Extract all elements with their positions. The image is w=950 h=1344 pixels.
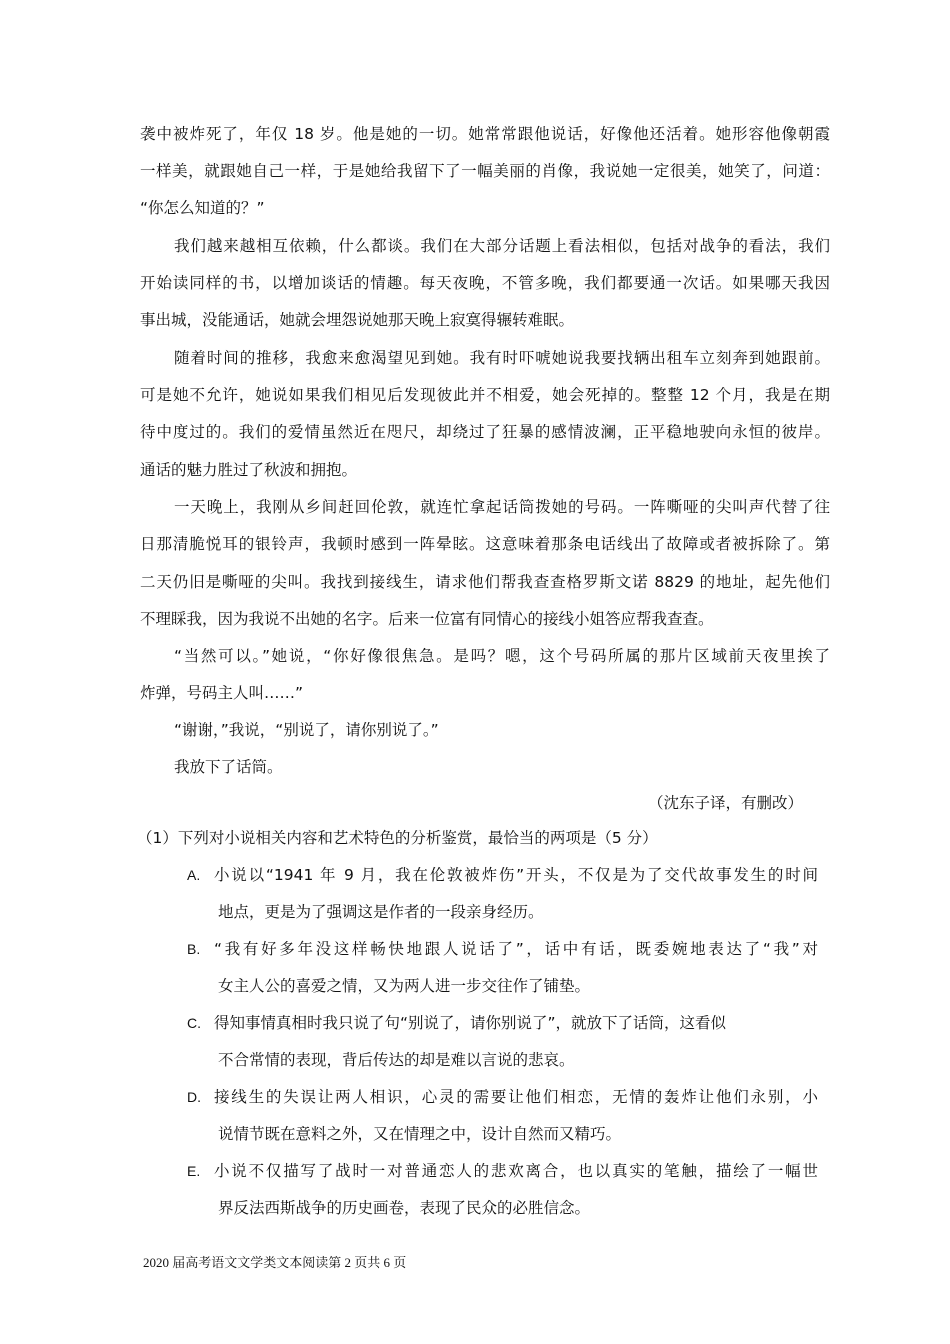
story-line: 随着时间的推移，我愈来愈渴望见到她。我有时吓唬她说我要找辆出租车立刻奔到她跟前。: [174, 349, 830, 367]
story-source: （沈东子译，有删改）: [647, 794, 803, 812]
story-line: 袭中被炸死了，年仅 18 岁。他是她的一切。她常常跟他说话，好像他还活着。她形容他像朝霞: [140, 125, 830, 143]
story-line: “你怎么知道的？”: [140, 199, 265, 217]
story-line: 一样美，就跟她自己一样，于是她给我留下了一幅美丽的肖像，我说她一定很美，她笑了，问道：: [140, 162, 830, 180]
page-footer: 2020 届高考语文文学类文本阅读第 2 页共 6 页: [143, 1255, 407, 1270]
question-stem: （1）下列对小说相关内容和艺术特色的分析鉴赏，最恰当的两项是（5 分）: [137, 829, 658, 847]
option-e-text: 小说不仅描写了战时一对普通恋人的悲欢离合，也以真实的笔触，描绘了一幅世: [214, 1162, 818, 1180]
option-e-letter: E.: [187, 1163, 201, 1179]
story-line: “当然可以。”她说，“你好像很焦急。是吗？嗯，这个号码所属的那片区域前天夜里挨了: [174, 647, 830, 665]
option-d-letter: D.: [187, 1089, 201, 1105]
option-b-text: 女主人公的喜爱之情，又为两人进一步交往作了铺垫。: [218, 977, 591, 995]
story-line: 日那清脆悦耳的银铃声，我顿时感到一阵晕眩。这意味着那条电话线出了故障或者被拆除了。第: [140, 535, 830, 553]
story-line: 开始读同样的书，以增加谈话的情趣。每天夜晚，不管多晚，我们都要通一次话。如果哪天我因: [140, 274, 830, 292]
option-b-text: “我有好多年没这样畅快地跟人说话了”，话中有话，既委婉地表达了“我”对: [214, 940, 818, 958]
option-a-text: 地点，更是为了强调这是作者的一段亲身经历。: [218, 903, 544, 921]
story-line: 炸弹，号码主人叫……”: [140, 684, 304, 702]
option-c-text: 得知事情真相时我只说了句“别说了，请你别说了”，就放下了话筒，这看似: [214, 1014, 727, 1032]
option-a-text: 小说以“1941 年 9 月，我在伦敦被炸伤”开头，不仅是为了交代故事发生的时间: [214, 866, 818, 884]
story-line: “谢谢，”我说，“别说了，请你别说了。”: [174, 721, 439, 739]
option-d-text: 接线生的失误让两人相识，心灵的需要让他们相恋，无情的轰炸让他们永别，小: [214, 1088, 818, 1106]
story-line: 我放下了话筒。: [174, 758, 283, 776]
option-e-text: 界反法西斯战争的历史画卷，表现了民众的必胜信念。: [218, 1199, 591, 1217]
story-line: 待中度过的。我们的爱情虽然近在咫尺，却绕过了狂暴的感情波澜，正平稳地驶向永恒的彼岸。: [140, 423, 830, 441]
story-line: 不理睬我，因为我说不出她的名字。后来一位富有同情心的接线小姐答应帮我查查。: [140, 610, 714, 628]
option-b-letter: B.: [187, 941, 201, 957]
option-a-letter: A.: [187, 867, 201, 883]
story-line: 一天晚上，我刚从乡间赶回伦敦，就连忙拿起话筒拨她的号码。一阵嘶哑的尖叫声代替了往: [174, 498, 830, 516]
option-d-text: 说情节既在意料之外，又在情理之中，设计自然而又精巧。: [218, 1125, 622, 1143]
story-line: 我们越来越相互依赖，什么都谈。我们在大部分话题上看法相似，包括对战争的看法，我们: [174, 237, 830, 255]
option-c-text: 不合常情的表现，背后传达的却是难以言说的悲哀。: [218, 1051, 575, 1069]
story-line: 通话的魅力胜过了秋波和拥抱。: [140, 461, 358, 479]
story-line: 可是她不允许，她说如果我们相见后发现彼此并不相爱，她会死掉的。整整 12 个月，我是在期: [140, 386, 830, 404]
option-c-letter: C.: [187, 1015, 201, 1031]
story-line: 二天仍旧是嘶哑的尖叫。我找到接线生，请求他们帮我查查格罗斯文诺 8829 的地址，起先他们: [140, 573, 830, 591]
story-line: 事出城，没能通话，她就会埋怨说她那天晚上寂寞得辗转难眠。: [140, 311, 575, 329]
